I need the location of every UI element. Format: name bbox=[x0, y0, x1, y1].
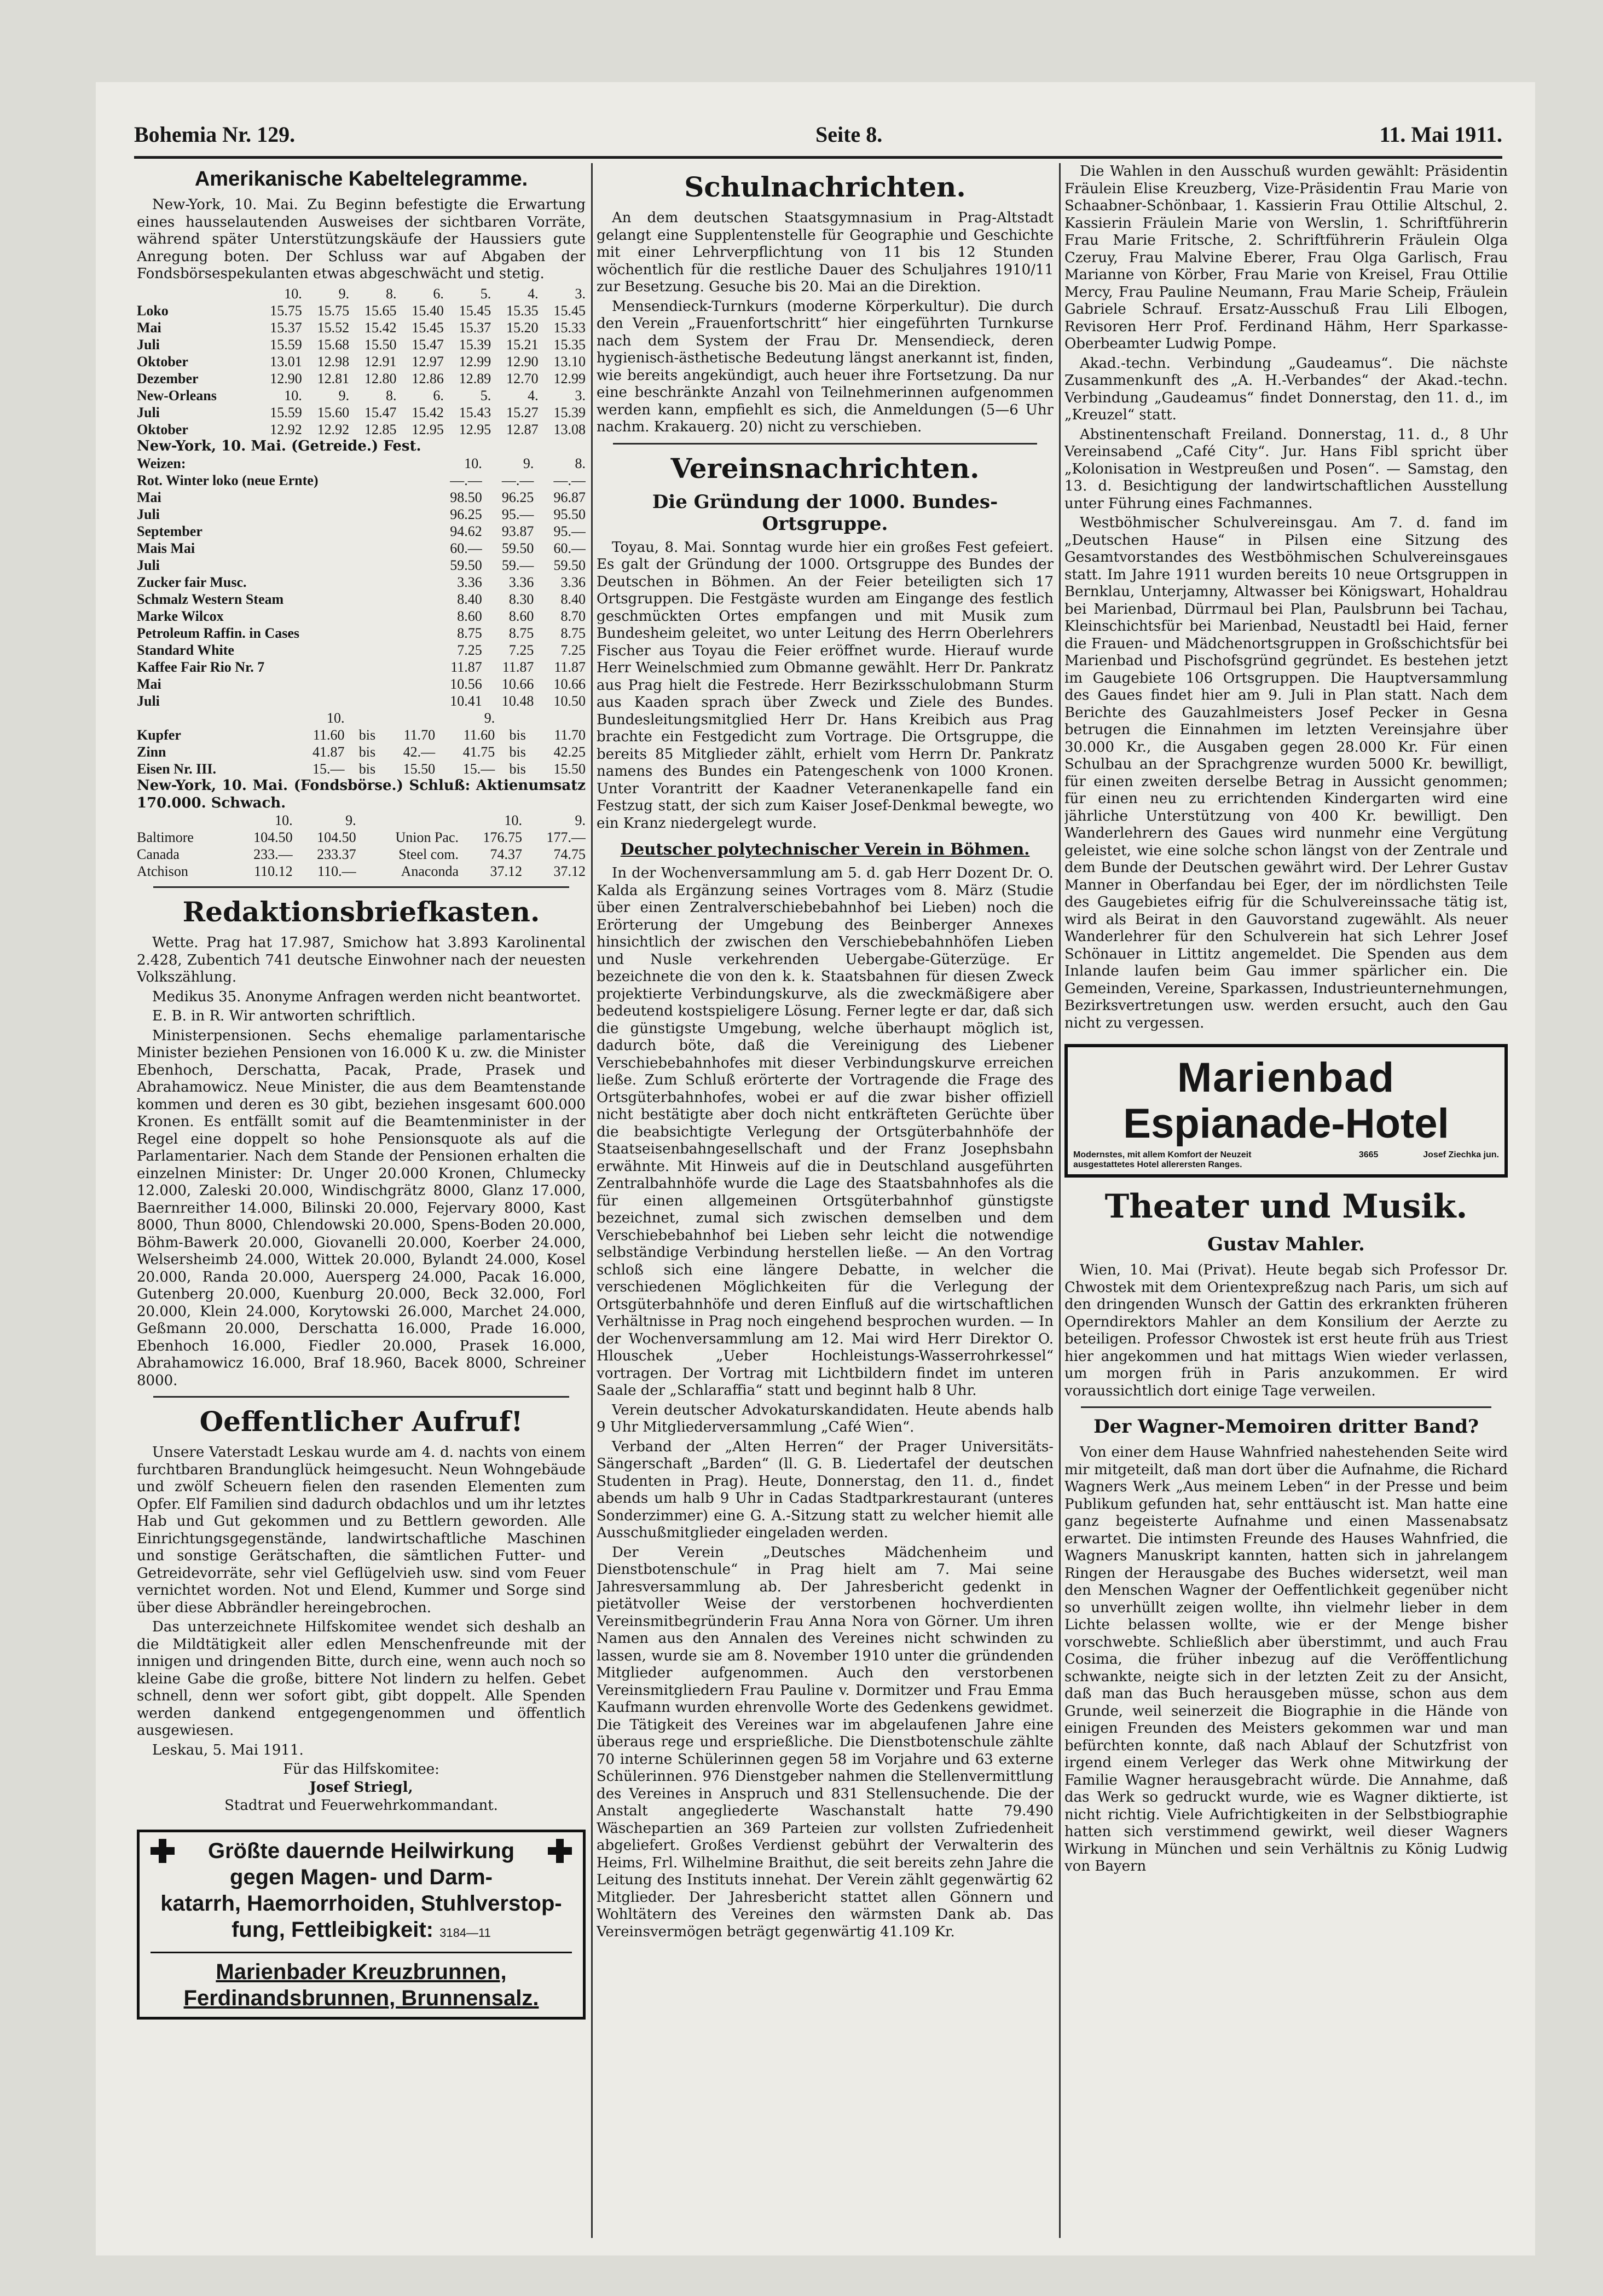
auf-paragraph: Das unterzeichnete Hilfskomitee wendet sich deshalb an die Mildtätigkeit aller edlen Menschenfreunde mit der innigen und dringenden Bitte, durch eine, wenn auch noch so kleine Gabe die große, bittere Not lindern zu helfen. Gebet schnell, denn wer sofort gibt, gibt doppelt. Alle Spenden werden dankend entgegengenommen und öffentlich ausgewiesen. bbox=[137, 1619, 586, 1739]
table-cell: 12.95 bbox=[412, 421, 444, 437]
header-center: Seite 8. bbox=[815, 122, 883, 147]
table-row bbox=[137, 642, 586, 659]
theater-paragraph: Wien, 10. Mai (Privat). Heute begab sich Professor Dr. Chwostek mit dem Orientexpreßzug nach Paris, um sich auf den dringenden Wunsch der Gattin des erkrankten früheren Operndirektors Mahler an dem Konsilium der Aerzte zu beteiligen. Professor Chwostek ist erst heute früh aus Triest hier angekommen und hat mittags Wien wieder verlassen, um morgen früh in Paris anzukommen. Er wird voraussichtlich dort einige Tage verweilen. bbox=[1064, 1262, 1508, 1399]
table-cell: 15.27 bbox=[506, 404, 539, 420]
table-cell: 8.40 bbox=[457, 591, 482, 607]
table-cell: 8. bbox=[385, 285, 397, 302]
table-cell: 11.87 bbox=[450, 659, 482, 675]
table-cell: 15.50 bbox=[364, 336, 397, 353]
stock-table bbox=[137, 812, 586, 880]
table-cell: Juli bbox=[137, 693, 160, 709]
verein-subtitle-1: Die Gründung der 1000. Bundes- bbox=[652, 491, 998, 513]
table-cell: Mai bbox=[137, 676, 161, 692]
table-cell: 15.50 bbox=[553, 761, 586, 777]
table-cell: 15.39 bbox=[459, 336, 491, 353]
poly-body bbox=[597, 865, 1054, 1400]
table-cell: 177.— bbox=[546, 829, 586, 845]
ad-line-2: gegen Magen- und Darm- bbox=[229, 1865, 493, 1889]
table-cell: —.— bbox=[501, 472, 534, 488]
table-row bbox=[137, 387, 586, 404]
table-cell: 37.12 bbox=[553, 863, 586, 879]
table-cell: 15.47 bbox=[364, 404, 397, 420]
table-cell: 15.42 bbox=[364, 319, 397, 336]
table-cell: 98.50 bbox=[450, 489, 482, 505]
verein-title: Vereinsnachrichten. bbox=[670, 452, 980, 484]
table-cell: New-Orleans bbox=[137, 387, 217, 403]
poly-paragraph: In der Wochenversammlung am 5. d. gab Herr Dozent Dr. O. Kalda als Ergänzung seines Vortrages vom 8. März (Studie über einen Zentralverschiebebahnhof bei Lieben) noch die Erörterung der Umgebung des Beinberger Annexes hinsichtlich der zwischen den Verschiebebahnhöfen Lieben und Nusle verkehrenden Uebergabe-Güterzüge. Er bezeichnete die von den k. k. Staatsbahnen für diesen Zweck projektierte Verbindungskurve, als die zweckmäßigere aber bedeutend kostspieligere Lösung. Ferner legte er dar, daß sich die günstigste Umgebung, welche überhaupt möglich ist, dadurch böte, daß die Vereinigung des Liebener Verschiebebahnhofes mit dieser Verbindungskurve erreichen ließe. Zum Schluß erörterte der Vortragende die Frage des Ortsgüterbahnhofes, wobei er auf die zwar bisher offiziell nicht bestätigte aber doch nicht entkräfteten Gerüchte über die beabsichtigte Verlegung der Ortsgüterbahnhöfe der Staatseisenbahngesellschaft und der Franz Josephsbahn erwähnte. Mit Hinweis auf die in Deutschland ausgeführten Zentralbahnhöfe wurde die Lage des Staatsbahnhofes als die für einen allgemeinen Ortsgüterbahnhof günstigste bezeichnet, zumal sich zwischen demselben und dem Verschiebebahnhof bei Lieben sehr leicht die notwendige selbständige Verbindung herstellen ließe. — An den Vortrag schloß sich eine längere Debatte, in welcher die verschiedenen Möglichkeiten für die Verlegung der Ortsgüterbahnhöfe und deren Einfluß auf die wirtschaftlichen Verhältnisse in Prag noch eingehend besprochen wurden. — In der Wochenversammlung am 12. Mai wird Herr Direktor O. Hlouschek „Ueber Hochleistungs-Wasserrohrkessel“ vortragen. Der Vortrag mit Lichtbildern findet im unteren Saale der „Schlaraffia“ statt und beginnt halb 8 Uhr. bbox=[597, 865, 1054, 1399]
table-cell: 10. bbox=[275, 812, 293, 828]
table-row bbox=[137, 812, 586, 829]
table-cell: 12.89 bbox=[459, 370, 491, 386]
table-cell: 15.40 bbox=[412, 302, 444, 319]
table-cell: 11.60 bbox=[313, 727, 345, 743]
table-cell bbox=[137, 709, 285, 726]
stock-heading: New-York, 10. Mai. (Fondsbörse.) Schluß: Aktienumsatz 170.000. Schwach. bbox=[137, 777, 586, 811]
table-cell: 15.75 bbox=[270, 302, 302, 319]
theater-subtitle: Gustav Mahler. bbox=[1207, 1233, 1365, 1255]
table-cell: 60.— bbox=[553, 540, 586, 556]
hotel-fineprint: Modernstes, mit allem Komfort der Neuzeit ausgestattetes Hotel allerersten Ranges. 3665 Josef Ziechka jun. bbox=[1073, 1150, 1499, 1169]
table-cell: 10.66 bbox=[553, 676, 586, 692]
table-cell: 41.87 bbox=[312, 744, 345, 760]
table-cell: 15.45 bbox=[412, 319, 444, 336]
table-cell: Zucker fair Musc. bbox=[137, 574, 247, 590]
table-cell: 110.— bbox=[317, 863, 356, 879]
table-row bbox=[137, 625, 586, 642]
redaktion-body bbox=[137, 934, 586, 1389]
table-cell: 12.95 bbox=[459, 421, 491, 437]
hotel-line-1: Marienbad bbox=[1177, 1054, 1396, 1101]
table-cell: 96.25 bbox=[450, 506, 482, 522]
red-paragraph: Wette. Prag hat 17.987, Smichow hat 3.893 Karolinental 2.428, Zubentich 741 deutsche Einwohner nach der neuesten Volkszählung. bbox=[137, 934, 586, 985]
red-paragraph: Medikus 35. Anonyme Anfragen werden nicht beantwortet. bbox=[152, 988, 581, 1005]
header-rule bbox=[134, 156, 1502, 159]
table-cell: Zinn bbox=[137, 744, 166, 760]
section-divider bbox=[613, 443, 1037, 445]
table-cell bbox=[344, 709, 375, 726]
table-cell: 8.60 bbox=[508, 608, 534, 624]
table-cell: Loko bbox=[137, 302, 169, 319]
table-cell: 9. bbox=[345, 812, 356, 828]
table-cell: 15.42 bbox=[412, 404, 444, 420]
table-row bbox=[137, 523, 586, 540]
table-cell: bis bbox=[509, 744, 526, 760]
table-cell: 15.68 bbox=[317, 336, 350, 353]
table-cell: 104.50 bbox=[253, 829, 293, 845]
table-cell: 12.98 bbox=[317, 353, 350, 370]
table-cell: bis bbox=[509, 727, 526, 743]
grain-heading: New-York, 10. Mai. (Getreide.) Fest. bbox=[137, 437, 421, 454]
table-cell: 15.— bbox=[312, 761, 345, 777]
schul-paragraph: Mensendieck-Turnkurs (moderne Körperkultur). Die durch den Verein „Frauenfortschritt“ hier eingeführten Turnkurse nach dem System der Frau Dr. Mensendieck, deren hygienisch-ästhetische Bedeutung längst anerkannt ist, finden, wie bereits angekündigt, auch heuer ihre Fortsetzung. Da nur eine beschränkte Anzahl von Teilnehmerinnen aufgenommen werden kann, empfiehlt es sich, die Anmeldungen (5—6 Uhr nachm. Krakauerg. 20) nicht zu verschieben. bbox=[597, 298, 1054, 435]
table-cell: 15.21 bbox=[506, 336, 539, 353]
table-row bbox=[137, 353, 586, 370]
table-row bbox=[137, 608, 586, 625]
table-cell: 7.25 bbox=[508, 642, 534, 658]
wagner-title: Der Wagner-Memoiren dritter Band? bbox=[1093, 1416, 1479, 1438]
table-cell: Atchison bbox=[137, 863, 188, 879]
table-cell bbox=[375, 709, 435, 726]
table-cell: 15.75 bbox=[317, 302, 350, 319]
table-cell: 42.— bbox=[403, 744, 436, 760]
table-cell: Anaconda bbox=[401, 863, 459, 879]
table-cell: bis bbox=[358, 761, 376, 777]
table-cell: 3.36 bbox=[508, 574, 534, 590]
table-cell: 74.75 bbox=[553, 846, 586, 862]
aufruf-sig1: Für das Hilfskomitee: bbox=[283, 1761, 439, 1778]
cont-paragraph: Westböhmischer Schulvereinsgau. Am 7. d. fand im „Deutschen Hause“ in Pilsen eine Sitzung des Gesamtvorstandes des Westböhmischen Schulvereinsgaues statt. Im Jahre 1911 wurden bereits 10 neue Ortsgruppen in Bernklau, Unterjamny, Altwasser bei Königswart, Hohaldrau bei Marienbad, Dürrmaul bei Plan, Paulsbrunn bei Tachau, Kleinschichtsfür bei Marienbad, Neustadtl bei Haid, ferner die Frauen- und Mädchenortsgruppen in Großschichtsfür bei Marienbad und Pischofsgründ gegründet. Es bestehen jetzt im Gaugebiete 106 Ortsgruppen. Die Hauptversammlung des Gaues findet hier am 9. Juli in Plan statt. Nach dem Berichte des Gauzahlmeisters Josef Pecker in Gesna betrugen die Einnahmen im letzten Vereinsjahre über 30.000 Kr., die Ausgaben gegen 28.000 Kr. Für einen Schulbau an der Sprachgrenze wurden 5000 Kr. bewilligt, für einen zweiten derselbe Betrag in Aussicht genommen; für einen neu zu errichtenden Kindergarten wird eine jährliche Unterstützung von 400 Kr. bewilligt. Den Wanderlehrern des Gaues wird nunmehr eine Vergütung geleistet, wie eine solche schon längst von der Zentrale und dem Bunde der Deutschen gewährt wird. Der Lehrer Gustav Manner in Oberfandau bei Eger, der im nördlichsten Teile des Gaugebietes eifrig für die Schulvereinssache tätig ist, wird als Beirat in den Gauvorstand zugewählt. Als neuer Wanderlehrer für den Schulverein hat sich Lehrer Josef Schönauer in Littitz angemeldet. Die Spenden aus dem Inlande laufen beim Gau immer spärlicher ein. Die Gemeinden, Vereine, Sparkassen, Industrieunternehmungen, Bezirksvertretungen usw. werden ersucht, auch den Gau nicht zu vergessen. bbox=[1064, 515, 1508, 1031]
table-cell: 10. bbox=[504, 812, 522, 828]
ad-divider bbox=[151, 1952, 572, 1953]
table-cell: 5. bbox=[480, 387, 491, 403]
kreuzbrunnen-ad bbox=[137, 1830, 586, 2020]
aufruf-title: Oeffentlicher Aufruf! bbox=[199, 1405, 523, 1438]
table-cell: 15.37 bbox=[270, 319, 302, 336]
amerika-title: Amerikanische Kabeltelegramme. bbox=[194, 168, 528, 191]
table-cell: 9. bbox=[338, 285, 350, 302]
ad-line-4: fung, Fettleibigkeit: 3184—11 bbox=[232, 1918, 491, 1942]
table-cell: 10. bbox=[464, 455, 482, 471]
column-3 bbox=[1064, 163, 1508, 2243]
table-row bbox=[137, 540, 586, 557]
aufruf-body bbox=[137, 1444, 586, 1740]
theater-body bbox=[1064, 1262, 1508, 1400]
cotton-table bbox=[137, 285, 586, 438]
table-cell: 104.50 bbox=[317, 829, 356, 845]
table-cell: 6. bbox=[433, 387, 444, 403]
table-cell: Eisen Nr. III. bbox=[137, 761, 216, 777]
aufruf-sig2: Josef Striegl, bbox=[309, 1779, 413, 1796]
table-cell bbox=[137, 285, 254, 302]
verein-subtitle-2: Ortsgruppe. bbox=[762, 512, 888, 535]
table-cell: Rot. Winter loko (neue Ernte) bbox=[137, 472, 319, 488]
table-cell: 5. bbox=[480, 285, 491, 302]
schul-body bbox=[597, 210, 1054, 436]
table-row bbox=[137, 489, 586, 506]
table-cell bbox=[137, 812, 229, 829]
ad-line-6: Ferdinandsbrunnen, Brunnensalz. bbox=[183, 1986, 539, 2010]
table-row bbox=[137, 726, 586, 743]
table-row bbox=[137, 863, 586, 880]
table-cell: 15.20 bbox=[506, 319, 539, 336]
table-row bbox=[137, 336, 586, 353]
table-cell: 74.37 bbox=[490, 846, 522, 862]
table-cell: 15.65 bbox=[364, 302, 397, 319]
table-cell: 95.50 bbox=[553, 506, 586, 522]
table-cell: —.— bbox=[553, 472, 586, 488]
table-row bbox=[137, 829, 586, 846]
table-cell: 9. bbox=[484, 710, 495, 726]
cont-paragraph: Akad.-techn. Verbindung „Gaudeamus“. Die nächste Zusammenkunft des „A. H.-Verbandes“ der Akad.-techn. Verbindung „Gaudeamus“ findet Donnerstag, den 11. d., im „Kreuzel“ statt. bbox=[1064, 355, 1508, 423]
table-cell: 13.01 bbox=[270, 353, 302, 370]
table-cell: 59.50 bbox=[450, 557, 482, 573]
table-cell: Juli bbox=[137, 336, 160, 353]
table-cell bbox=[356, 812, 459, 829]
table-row bbox=[137, 574, 586, 591]
table-cell: Weizen: bbox=[137, 455, 186, 471]
verein-paragraph: Toyau, 8. Mai. Sonntag wurde hier ein großes Fest gefeiert. Es galt der Gründung der 1000. Ortsgruppe des Bundes der Deutschen in Böhmen. An der Feier beteiligten sich 17 Ortsgruppen. Die Festgäste wurden am Eingange des festlich geschmückten Ortes empfangen und mit Musik zum Bundesheim geleitet, wo unter Leitung des Herrn Oberlehrers Fischer aus Toyau die Feier eröffnet wurde. Hierauf wurde Herr Weinelschmied zum Obmanne gewählt. Herr Dr. Pankratz aus Prag hielt die Festrede. Herr Bezirksschulobmann Sturm aus Kaaden sprach über Zweck und Ziele des Bundes. Bundesleitungsmitglied Herr Dr. Hans Kreibich aus Prag brachte ein Festgedicht zum Vortrage. Die Ortsgruppe, die bereits 85 Mitglieder zählt, erhielt vom Herrn Dr. Pankratz namens des Bundes ein Patengeschenk von 1000 Kronen. Unter Vorantritt der Kaadner Veteranenkapelle fand ein Festzug statt, der sich zum Kaiser Josef-Denkmal bewegte, wo ein Kranz niedergelegt wurde. bbox=[597, 539, 1054, 832]
table-cell: Marke Wilcox bbox=[137, 608, 224, 624]
table-row bbox=[137, 846, 586, 863]
amerika-intro: New-York, 10. Mai. Zu Beginn befestigte die Erwartung eines hausselautenden Ausweises der sichtbaren Vorräte, während später Unterstützungskäufe der Haussiers gute Anregung boten. Der Schluss war auf Abgaben der Fondsbörsespekulanten etwas abgeschwächt und stetig. bbox=[137, 197, 586, 282]
table-row bbox=[137, 709, 586, 726]
table-cell: bis bbox=[358, 727, 376, 743]
table-cell: 8.40 bbox=[560, 591, 586, 607]
table-cell: 8.75 bbox=[508, 625, 534, 641]
table-cell: Juli bbox=[137, 506, 160, 522]
table-cell: 15.— bbox=[462, 761, 495, 777]
table-row bbox=[137, 370, 586, 387]
table-cell: 10. bbox=[326, 710, 345, 726]
table-cell: 42.25 bbox=[553, 744, 586, 760]
table-cell: bis bbox=[509, 761, 526, 777]
table-row bbox=[137, 319, 586, 336]
column-divider bbox=[591, 163, 593, 2238]
verein-more bbox=[597, 1402, 1054, 1941]
table-cell: 4. bbox=[528, 285, 539, 302]
wagner-body bbox=[1064, 1444, 1508, 1876]
newspaper-page bbox=[96, 82, 1535, 2255]
table-cell: 15.60 bbox=[317, 404, 350, 420]
table-cell: 10.41 bbox=[450, 693, 482, 709]
table-cell: bis bbox=[358, 744, 376, 760]
wagner-paragraph: Von einer dem Hause Wahnfried nahestehenden Seite wird mir mitgeteilt, daß man dort über die Aufnahme, die Richard Wagners Werk „Aus meinem Leben“ in der Presse und beim Publikum gefunden hat, sehr enttäuscht ist. Man hatte eine ganz begeisterte Aufnahme und einen Massenabsatz erwartet. Die intimsten Freunde des Hauses Wahnfried, die Wagners Manuskript kannten, hatten sich in jahrelangem Ringen der Herausgabe des Buches widersetzt, weil man den Menschen Wagner der Oeffentlichkeit gegenüber nicht so unverhüllt zeigen wollte, ihn vielmehr lieber in dem Lichte belassen wollte, wie er der Menge bisher vorschwebte. Schließlich aber überstimmt, und auch Frau Cosima, die früher inbezug auf die Veröffentlichung schwankte, neigte sich in der letzten Zeit zu der Ansicht, daß man das Buch herausgeben müsse, schon aus dem Grunde, weil seinerzeit die Biographie in die Hände von einigen Freunden des Meisters gekommen war und man befürchten konnte, daß nach Ablauf der Schutzfrist von irgend einem Verleger das Werk ohne Mitwirkung der Familie Wagner herausgebracht würde. Die Annahme, daß das Werk so gedruckt wurde, wie es Wagner diktierte, ist nicht richtig. Viele Aufrichtigkeiten in der Selbstbiographie hatten sich verstimmend gewirkt, weil dieser Wagners Wirkung in München und sein Verhältnis zu König Ludwig von Bayern bbox=[1064, 1444, 1508, 1874]
verein-continued bbox=[1064, 163, 1508, 1032]
table-cell: Petroleum Raffin. in Cases bbox=[137, 625, 300, 641]
table-cell: September bbox=[137, 523, 202, 539]
red-cross-icon bbox=[151, 1839, 175, 1863]
table-cell: 4. bbox=[528, 387, 539, 403]
table-cell: 15.50 bbox=[403, 761, 436, 777]
header-left: Bohemia Nr. 129. bbox=[134, 122, 296, 147]
table-cell: 95.— bbox=[553, 523, 586, 539]
table-cell: 8.75 bbox=[560, 625, 586, 641]
table-cell: Schmalz Western Steam bbox=[137, 591, 284, 607]
table-cell: 12.91 bbox=[364, 353, 397, 370]
table-cell: 94.62 bbox=[450, 523, 482, 539]
table-cell: 15.35 bbox=[506, 302, 539, 319]
table-cell: Dezember bbox=[137, 370, 199, 386]
table-cell: 10. bbox=[284, 387, 302, 403]
table-cell: 3.36 bbox=[560, 574, 586, 590]
section-divider bbox=[153, 1396, 569, 1398]
hotel-line-2: Espianade-Hotel bbox=[1123, 1100, 1449, 1147]
table-cell: 9. bbox=[575, 812, 586, 828]
table-cell: Mai bbox=[137, 319, 161, 336]
table-cell: 15.59 bbox=[270, 404, 302, 420]
column-divider bbox=[1059, 163, 1061, 2238]
table-cell bbox=[495, 709, 526, 726]
table-cell: 7.25 bbox=[560, 642, 586, 658]
table-cell: 59.— bbox=[501, 557, 534, 573]
table-cell: —.— bbox=[450, 472, 482, 488]
table-row bbox=[137, 506, 586, 523]
table-cell: Kupfer bbox=[137, 727, 181, 743]
table-cell: 233.37 bbox=[317, 846, 356, 862]
table-cell: 10.50 bbox=[553, 693, 586, 709]
table-cell: 15.45 bbox=[459, 302, 491, 319]
table-cell: 233.— bbox=[253, 846, 293, 862]
table-cell: 13.10 bbox=[553, 353, 586, 370]
table-cell: 95.— bbox=[501, 506, 534, 522]
table-cell: 8.30 bbox=[508, 591, 534, 607]
table-row bbox=[137, 421, 586, 438]
table-cell: Oktober bbox=[137, 421, 188, 437]
table-cell: 9. bbox=[523, 455, 534, 471]
column-1 bbox=[137, 163, 586, 2243]
table-cell: 11.87 bbox=[554, 659, 586, 675]
table-cell: Baltimore bbox=[137, 829, 194, 845]
column-2 bbox=[597, 163, 1054, 2243]
table-cell: Kaffee Fair Rio Nr. 7 bbox=[137, 659, 265, 675]
table-cell: 12.81 bbox=[317, 370, 350, 386]
table-cell: 10.48 bbox=[501, 693, 534, 709]
table-cell: 12.90 bbox=[270, 370, 302, 386]
table-cell: 8.70 bbox=[560, 608, 586, 624]
table-cell: 9. bbox=[338, 387, 350, 403]
table-cell: 8.75 bbox=[457, 625, 482, 641]
table-cell: 12.92 bbox=[270, 421, 302, 437]
table-row bbox=[137, 285, 586, 302]
table-cell: 93.87 bbox=[501, 523, 534, 539]
theater-title: Theater und Musik. bbox=[1104, 1187, 1468, 1226]
table-cell: 59.50 bbox=[501, 540, 534, 556]
table-row bbox=[137, 472, 586, 489]
aufruf-sig3: Stadtrat und Feuerwehrkommandant. bbox=[224, 1797, 498, 1814]
table-row bbox=[137, 557, 586, 574]
table-cell: 15.47 bbox=[412, 336, 444, 353]
cont-paragraph: Die Wahlen in den Ausschuß wurden gewählt: Präsidentin Fräulein Elise Kreuzberg, Vize-Präsidentin Frau Marie von Schaabner-Schönbaar, 1. Kassierin Frau Ottilie Altschul, 2. Kassierin Fräulein Marie von Werslin, 1. Schriftführerin Frau Marie Fritsche, 2. Schriftführerin Fräulein Olga Czeruy, Frau Malvine Eberer, Frau Olga Garlisch, Frau Marianne von Körber, Frau Marie von Kreisel, Frau Ottilie Mercy, Frau Pauline Neumann, Frau Marie Scheip, Fräulein Gabriele Schrauf. Ersatz-Ausschuß Frau Lili Elbogen, Revisoren Herr Prof. Ferdinand Hähm, Herr Sparkasse-Oberbeamter Ludwig Pompe. bbox=[1064, 163, 1508, 352]
table-cell: 59.50 bbox=[553, 557, 586, 573]
table-cell bbox=[526, 709, 586, 726]
table-row bbox=[137, 743, 586, 760]
table-cell: 8.60 bbox=[457, 608, 482, 624]
hotel-ad bbox=[1064, 1044, 1508, 1178]
table-cell: 3.36 bbox=[457, 574, 482, 590]
table-row bbox=[137, 760, 586, 777]
poly-title: Deutscher polytechnischer Verein in Böhmen. bbox=[620, 840, 1030, 858]
table-row bbox=[137, 659, 586, 676]
table-cell: 41.75 bbox=[462, 744, 495, 760]
table-cell: 12.99 bbox=[459, 353, 491, 370]
grain-table bbox=[137, 455, 586, 709]
table-row bbox=[137, 693, 586, 709]
section-divider bbox=[1081, 1406, 1491, 1408]
table-cell: 12.86 bbox=[412, 370, 444, 386]
table-cell: 15.45 bbox=[553, 302, 586, 319]
more-paragraph: Verein deutscher Advokaturskandidaten. Heute abends halb 9 Uhr Mitgliederversammlung „Café Wien“. bbox=[597, 1401, 1054, 1435]
table-cell: 96.25 bbox=[501, 489, 534, 505]
schul-title: Schulnachrichten. bbox=[684, 171, 966, 203]
table-cell: 12.80 bbox=[364, 370, 397, 386]
table-cell: 10.66 bbox=[501, 676, 534, 692]
table-row bbox=[137, 455, 586, 472]
table-cell: Mais Mai bbox=[137, 540, 195, 556]
table-cell: 11.70 bbox=[403, 727, 436, 743]
red-paragraph: E. B. in R. Wir antworten schriftlich. bbox=[152, 1008, 416, 1024]
table-cell: 6. bbox=[433, 285, 444, 302]
auf-paragraph: Unsere Vaterstadt Leskau wurde am 4. d. nachts von einem furchtbaren Brandunglück heimgesucht. Neun Wohngebäude und zwölf Scheuern fielen den rasenden Elementen zum Opfer. Elf Familien sind dadurch obdachlos und um ihr letztes Hab und Gut gekommen und zu Bettlern geworden. Alle Einrichtungsgegenstände, landwirtschaftliche Maschinen und sonstige Gerätschaften, die sämtlichen Futter- und Getreidevorräte, sehr viel Geflügelvieh usw. sind vom Feuer vernichtet worden. Not und Elend, Kummer und Sorge sind über diese Abbrändler hereingebrochen. bbox=[137, 1444, 586, 1616]
table-cell: 11.70 bbox=[554, 727, 586, 743]
table-cell: 8. bbox=[385, 387, 397, 403]
table-cell: 3. bbox=[575, 285, 586, 302]
table-cell: 60.— bbox=[450, 540, 482, 556]
table-cell: Juli bbox=[137, 404, 160, 420]
table-cell: 176.75 bbox=[483, 829, 522, 845]
table-cell: 15.39 bbox=[553, 404, 586, 420]
table-cell: 12.85 bbox=[364, 421, 397, 437]
table-cell: 10.56 bbox=[450, 676, 482, 692]
table-row bbox=[137, 676, 586, 693]
table-cell: 11.87 bbox=[502, 659, 534, 675]
schul-paragraph: An dem deutschen Staatsgymnasium in Prag-Altstadt gelangt eine Supplentenstelle für Geographie und Geschichte mit einer Lehrverpflichtung von 11 bis 12 Stunden wöchentlich für die restliche Dauer des Schuljahres 1910/11 zur Besetzung. Gesuche bis 20. Mai an die Direktion. bbox=[597, 210, 1054, 295]
table-row bbox=[137, 404, 586, 421]
table-cell: 12.92 bbox=[317, 421, 350, 437]
table-cell: 15.33 bbox=[553, 319, 586, 336]
table-cell: 96.87 bbox=[553, 489, 586, 505]
ad-line-1: Größte dauernde Heilwirkung bbox=[207, 1839, 515, 1863]
table-cell: 15.59 bbox=[270, 336, 302, 353]
table-cell: 12.90 bbox=[506, 353, 539, 370]
table-cell: 8. bbox=[575, 455, 586, 471]
table-cell: 7.25 bbox=[457, 642, 482, 658]
table-cell: Steel com. bbox=[398, 846, 459, 862]
red-paragraph: Ministerpensionen. Sechs ehemalige parlamentarische Minister beziehen Pensionen von 16.000 K u. zw. die Minister Ebenhoch, Derschatta, Pacak, Prade, Prasek und Abrahamowicz. Neue Minister, die aus dem Beamtenstande kommen und deren es 30 gibt, beziehen insgesamt 600.000 Kronen. Es entfällt somit auf die Beamtenminister in der Regel eine doppelt so hohe Pensionsquote als auf die Parlamentarier. Nach dem Stande der Pensionen erhalten die einzelnen Minister: Dr. Unger 20.000 Kronen, Chlumecky 12.000, Zaleski 20.000, Windischgrätz 8000, Glanz 17.000, Baernreither 14.000, Bilinski 20.000, Fejervary 8000, Kast 8000, Thun 8000, Chlendowski 20.000, Spens-Boden 20.000, Böhm-Bawerk 20.000, Giovanelli 20.000, Koerber 24.000, Welsersheimb 24.000, Wittek 20.000, Bylandt 24.000, Kosel 20.000, Randa 20.000, Auersperg 24.000, Pacak 16.000, Gutenberg 20.000, Kuenburg 20.000, Beck 32.000, Forl 20.000, Klein 24.000, Korytowski 26.000, Marchet 24.000, Geßmann 20.000, Derschatta 16.000, Prade 16.000, Ebenhoch 16.000, Fiedler 20.000, Prasek 16.000, Abrahamowicz 16.000, Braf 18.960, Bacek 8000, Schreiner 8000. bbox=[137, 1027, 586, 1389]
table-cell: Canada bbox=[137, 846, 180, 862]
table-cell: 12.99 bbox=[553, 370, 586, 386]
section-divider bbox=[153, 886, 569, 888]
table-cell: 12.87 bbox=[506, 421, 539, 437]
more-paragraph: Verband der „Alten Herren“ der Prager Universitäts-Sängerschaft „Barden“ (ll. G. B. Liedertafel der deutschen Studenten in Prag). Heute, Donnerstag, den 11. d., findet abends um halb 9 Uhr in Cadas Stadtparkrestaurant (unteres Sonderzimmer) eine G. A.-Sitzung statt zu welcher hiemit alle Ausschußmitglieder eingeladen werden. bbox=[597, 1438, 1054, 1541]
table-cell: Oktober bbox=[137, 353, 188, 370]
table-cell: 37.12 bbox=[490, 863, 522, 879]
aufruf-place: Leskau, 5. Mai 1911. bbox=[152, 1741, 304, 1758]
table-cell: 15.35 bbox=[553, 336, 586, 353]
redaktion-title: Redaktionsbriefkasten. bbox=[182, 896, 540, 928]
table-cell: Standard White bbox=[137, 642, 234, 658]
ad-line-3: katarrh, Haemorrhoiden, Stuhlverstop- bbox=[160, 1891, 562, 1916]
ad-line-5: Marienbader Kreuzbrunnen, bbox=[216, 1960, 507, 1984]
table-cell: 10. bbox=[284, 285, 302, 302]
red-cross-icon bbox=[548, 1839, 572, 1863]
table-cell: 15.52 bbox=[317, 319, 350, 336]
cont-paragraph: Abstinentenschaft Freiland. Donnerstag, 11. d., 8 Uhr Vereinsabend „Café City“. Jur. Hans Fibl spricht über „Kolonisation in Westpreußen und Posen“. — Samstag, den 13. d. Besichtigung der landwirtschaftlichen Ausstellung unter Führung eines Fachmannes. bbox=[1064, 426, 1508, 512]
table-cell: 15.43 bbox=[459, 404, 491, 420]
metals-table bbox=[137, 709, 586, 777]
table-cell: 3. bbox=[575, 387, 586, 403]
table-cell: 12.70 bbox=[506, 370, 539, 386]
table-cell: 13.08 bbox=[553, 421, 586, 437]
table-cell: 15.37 bbox=[459, 319, 491, 336]
table-cell: Mai bbox=[137, 489, 161, 505]
table-cell: 110.12 bbox=[254, 863, 293, 879]
more-paragraph: Der Verein „Deutsches Mädchenheim und Dienstbotenschule“ in Prag hielt am 7. Mai seine Jahresversammlung ab. Der Jahresbericht gedenkt in pietätvoller Weise der verstorbenen hochverdienten Vereinsmitbegründerin Frau Anna Nora von Görner. Um ihren Namen aus den Annalen des Vereines nicht schwinden zu lassen, wurde sie am 8. November 1910 unter die gründenden Mitglieder aufgenommen. Auch den verstorbenen Vereinsmitgliedern Frau Pauline v. Dormitzer und Frau Emma Kaufmann wurden ehrenvolle Worte des Gedenkens gewidmet. Die Tätigkeit des Vereines war im abgelaufenen Jahre eine überaus rege und ersprießliche. Die Dienstbotenschule zählte 70 interne Schülerinnen gegen 58 im Vorjahre und 63 externe Schülerinnen. 976 Dienstgeber nahmen die Stellenvermittlung des Vereines in Anspruch und 831 Stellensuchende. Die der Anstalt angegliederte Waschanstalt hatte 79.490 Wäschepartien an 369 Parteien zur vollsten Zufriedenheit abgeliefert. Großes Verdienst gebührt der Verwalterin des Heims, Frl. Wilhelmine Braithut, die seit bereits zehn Jahre die Leitung des Instituts innehat. Der Verein zählt gegenwärtig 62 Mitglieder. Der Jahresbericht stattet allen Gönnern und Wohltätern des Vereines den wärmsten Dank ab. Das Vereinsvermögen beträgt gegenwärtig 41.109 Kr. bbox=[597, 1544, 1054, 1940]
table-cell: 11.60 bbox=[463, 727, 495, 743]
table-cell: Juli bbox=[137, 557, 160, 573]
header-right: 11. Mai 1911. bbox=[1379, 122, 1502, 147]
table-cell: Union Pac. bbox=[395, 829, 459, 845]
table-row bbox=[137, 302, 586, 319]
verein-body bbox=[597, 539, 1054, 833]
table-row bbox=[137, 591, 586, 608]
page-header bbox=[134, 122, 1502, 154]
table-cell: 12.97 bbox=[412, 353, 444, 370]
